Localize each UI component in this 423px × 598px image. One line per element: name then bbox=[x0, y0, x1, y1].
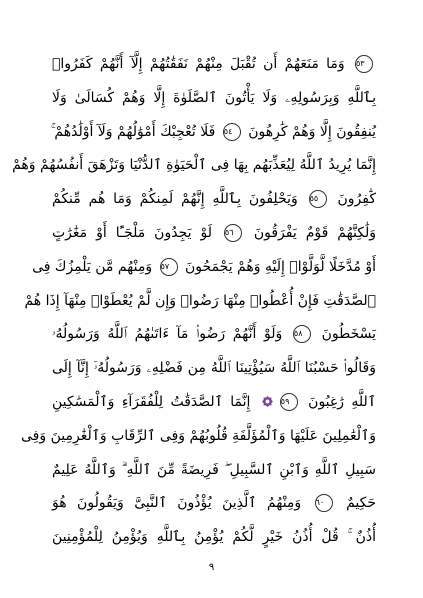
text-line bbox=[52, 454, 376, 488]
verse-text: وَلَٰكِنَّهُمْ قَوْمٌ يَفْرَقُونَ bbox=[244, 224, 376, 241]
text-line bbox=[52, 318, 376, 352]
verse-text: وَمِنْهُم مَّن يَلْمِزُكَ فِى bbox=[32, 258, 157, 275]
ayah-number-marker: ٥٨ bbox=[293, 325, 311, 343]
verse-text: حَكِيمٌ bbox=[335, 495, 376, 512]
verse-text: وَمِنْهُمُ ٱلَّذِينَ يُؤْذُونَ ٱلنَّبِىَّ وَيَقُولُونَ هُوَ bbox=[52, 495, 312, 512]
text-line bbox=[52, 183, 376, 217]
verse-text: فَلَا تُعْجِبْكَ أَمْوَٰلُهُمْ وَلَآ أَوْلَٰدُهُمْ ۚ bbox=[50, 123, 220, 140]
verse-text: وَلَوْ أَنَّهُمْ رَضُوا۟ مَآ ءَاتَىٰهُمُ ٱللَّهُ وَرَسُولُهُۥ bbox=[52, 326, 290, 343]
verse-text: أَوْ مُدَّخَلًا لَّوَلَّوْا۟ إِلَيْهِ وَهُمْ يَجْمَحُونَ bbox=[180, 258, 376, 275]
verse-text: بِٱللَّهِ وَبِرَسُولِهِۦ وَلَا يَأْتُونَ ٱلصَّلَوٰةَ إِلَّا وَهُمْ كُسَالَىٰ وَلَا bbox=[52, 89, 376, 106]
ayah-number-marker: ٥٦ bbox=[224, 224, 242, 242]
verse-text: إِنَّمَا ٱلصَّدَقَٰتُ لِلْفُقَرَآءِ وَٱلْمَسَٰكِينِ bbox=[52, 393, 258, 410]
verse-text: سَبِيلِ ٱللَّهِ وَٱبْنِ ٱلسَّبِيلِ ۖ فَرِيضَةً مِّنَ ٱللَّهِ ۗ وَٱللَّهُ عَلِيمٌ bbox=[52, 461, 376, 478]
text-line bbox=[52, 352, 376, 386]
ayah-number-marker: ٥٤ bbox=[223, 123, 241, 141]
ayah-number-marker: ٥٧ bbox=[160, 258, 178, 276]
text-line bbox=[24, 285, 376, 319]
text-line bbox=[21, 420, 376, 454]
text-line bbox=[52, 521, 376, 555]
verse-text: لَوْ يَجِدُونَ مَلْجَـًٔا أَوْ مَغَٰرَٰتٍ bbox=[52, 224, 221, 241]
ayah-number-marker: ٥٩ bbox=[280, 393, 298, 411]
verse-text: وَيَحْلِفُونَ بِٱللَّهِ إِنَّهُمْ لَمِنكُمْ وَمَا هُم مِّنكُمْ bbox=[52, 191, 306, 208]
verse-text: إِنَّمَا يُرِيدُ ٱللَّهُ لِيُعَذِّبَهُم بِهَا فِى ٱلْحَيَوٰةِ ٱلدُّنْيَا وَتَزْهَقَ أَنفُسُهُمْ وَهُمْ bbox=[12, 157, 376, 174]
verse-text: يُنفِقُونَ إِلَّا وَهُمْ كَٰرِهُونَ bbox=[243, 123, 376, 140]
rub-el-hizb-icon bbox=[261, 395, 274, 408]
ayah-number-marker: ٥٥ bbox=[309, 190, 327, 208]
text-line bbox=[12, 149, 376, 183]
text-line bbox=[52, 487, 376, 521]
text-line bbox=[52, 48, 376, 82]
verse-text: ٱللَّهِ رَٰغِبُونَ bbox=[300, 393, 376, 410]
text-line bbox=[32, 251, 376, 285]
verse-text: وَٱلْعَٰمِلِينَ عَلَيْهَا وَٱلْمُؤَلَّفَةِ قُلُوبُهُمْ وَفِى ٱلرِّقَابِ وَٱلْغَٰرِمِينَ وَفِى bbox=[21, 427, 376, 444]
text-line bbox=[52, 82, 376, 116]
verse-text: أُذُنٌ ۚ قُلْ أُذُنُ خَيْرٍ لَّكُمْ يُؤْمِنُ بِٱللَّهِ وَيُؤْمِنُ لِلْمُؤْمِنِينَ bbox=[52, 529, 376, 546]
verse-text: يَسْخَطُونَ bbox=[313, 326, 376, 343]
quran-text-block bbox=[12, 48, 376, 555]
verse-text: وَمَا مَنَعَهُمْ أَن تُقْبَلَ مِنْهُمْ نَفَقَٰتُهُمْ إِلَّآ أَنَّهُمْ كَفَرُوا۟ bbox=[52, 56, 352, 72]
verse-text: ٱلصَّدَقَٰتِ فَإِنْ أُعْطُوا۟ مِنْهَا رَضُوا۟ وَإِن لَّمْ يُعْطَوْا۟ مِنْهَآ إِذَا هُمْ bbox=[24, 292, 376, 309]
verse-text: كَٰفِرُونَ bbox=[329, 191, 376, 208]
text-line bbox=[52, 386, 376, 420]
text-line bbox=[52, 217, 376, 251]
ayah-number-marker: ٦٠ bbox=[315, 494, 333, 512]
ayah-number-marker: ٥٣ bbox=[355, 55, 373, 73]
text-line bbox=[52, 116, 376, 150]
verse-text: وَقَالُوا۟ حَسْبُنَا ٱللَّهُ سَيُؤْتِينَا ٱللَّهُ مِن فَضْلِهِۦ وَرَسُولُهُۥٓ إِنَّآ إِلَى bbox=[52, 360, 376, 377]
page-number: ٩ bbox=[208, 562, 215, 573]
